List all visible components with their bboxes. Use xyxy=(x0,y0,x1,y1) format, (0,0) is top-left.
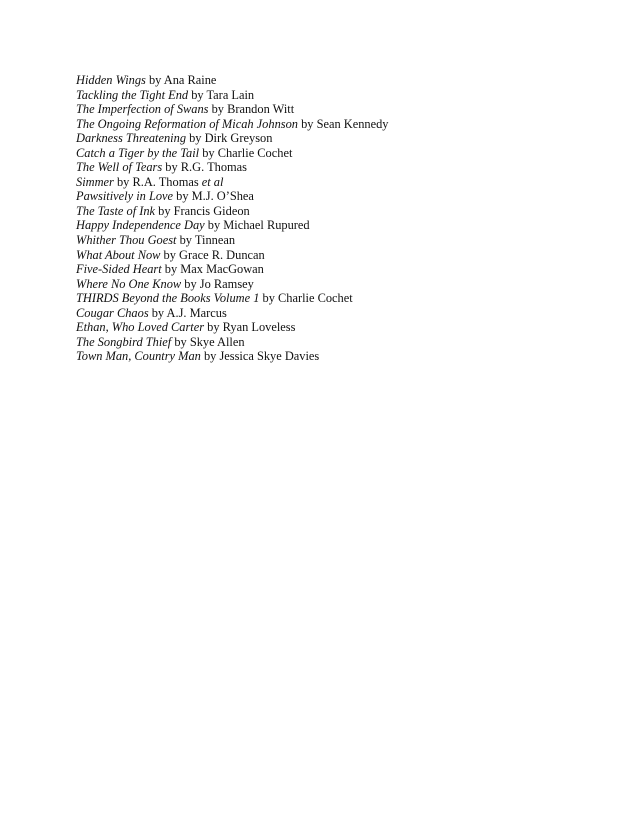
book-author: Charlie Cochet xyxy=(217,145,293,160)
book-entry xyxy=(76,88,389,103)
book-author: R.A. Thomas xyxy=(132,174,202,189)
book-author: Ana Raine xyxy=(163,73,217,87)
book-entry xyxy=(76,306,389,321)
book-title: Whither Thou Goest xyxy=(76,233,177,248)
book-title: Darkness Threatening xyxy=(76,131,187,146)
by-text: by xyxy=(297,116,317,131)
by-text: by xyxy=(186,131,205,146)
book-author: Dirk Greyson xyxy=(204,131,273,146)
book-entry xyxy=(76,291,389,306)
book-title: Town Man, Country Man xyxy=(76,349,201,364)
by-text: by xyxy=(113,174,133,189)
book-title: Ethan, Who Loved Carter xyxy=(76,320,205,335)
by-text: by xyxy=(155,203,174,218)
book-title: Pawsitively in Love xyxy=(76,189,174,204)
by-text: by xyxy=(181,276,200,291)
book-title: Catch a Tiger by the Tail xyxy=(76,145,200,160)
book-entry xyxy=(76,233,389,248)
by-text: by xyxy=(188,87,207,102)
by-text: by xyxy=(161,262,181,277)
book-entry xyxy=(76,349,389,364)
book-entry xyxy=(76,248,389,263)
book-author: Brandon Witt xyxy=(227,102,295,117)
book-title: Tackling the Tight End xyxy=(76,87,189,102)
book-entry xyxy=(76,189,389,204)
book-author: Tinnean xyxy=(194,233,236,248)
book-author: Charlie Cochet xyxy=(278,291,353,306)
book-entry xyxy=(76,117,389,132)
book-title: Simmer xyxy=(76,174,114,189)
by-text: by xyxy=(145,73,164,87)
book-author: Jo Ramsey xyxy=(199,276,254,291)
book-entry xyxy=(76,160,389,175)
book-title: Five-Sided Heart xyxy=(76,262,162,277)
book-entry xyxy=(76,204,389,219)
book-entry xyxy=(76,102,389,117)
by-text: by xyxy=(204,320,223,335)
book-author: Tara Lain xyxy=(206,87,255,102)
by-text: by xyxy=(204,218,224,233)
book-author: Ryan Loveless xyxy=(222,320,296,335)
book-author: Francis Gideon xyxy=(173,203,250,218)
book-entry xyxy=(76,320,389,335)
book-title: The Well of Tears xyxy=(76,160,163,175)
book-entry xyxy=(76,277,389,292)
by-text: by xyxy=(171,334,190,349)
book-title: Hidden Wings xyxy=(76,73,146,87)
by-text: by xyxy=(208,102,228,117)
by-text: by xyxy=(259,291,279,306)
book-list xyxy=(76,73,389,364)
book-author: Max MacGowan xyxy=(180,262,264,277)
book-title: What About Now xyxy=(76,247,161,262)
book-title: The Ongoing Reformation of Micah Johnson xyxy=(76,116,298,131)
book-title: Cougar Chaos xyxy=(76,305,149,320)
by-text: by xyxy=(200,349,220,364)
book-title: The Imperfection of Swans xyxy=(76,102,209,117)
book-entry xyxy=(76,218,389,233)
book-entry xyxy=(76,131,389,146)
by-text: by xyxy=(173,189,192,204)
by-text: by xyxy=(199,145,218,160)
book-author: A.J. Marcus xyxy=(166,305,227,320)
book-author: M.J. O’Shea xyxy=(191,189,254,204)
book-entry xyxy=(76,146,389,161)
book-title: THIRDS Beyond the Books Volume 1 xyxy=(76,291,260,306)
book-title: Happy Independence Day xyxy=(76,218,205,233)
by-text: by xyxy=(148,305,167,320)
author-suffix: et al xyxy=(201,174,224,189)
book-entry xyxy=(76,73,389,88)
book-author: Michael Rupured xyxy=(223,218,310,233)
by-text: by xyxy=(162,160,181,175)
book-entry xyxy=(76,175,389,190)
by-text: by xyxy=(160,247,180,262)
book-author: Grace R. Duncan xyxy=(179,247,265,262)
book-title: Where No One Know xyxy=(76,276,182,291)
book-author: Skye Allen xyxy=(189,334,245,349)
book-author: Jessica Skye Davies xyxy=(219,349,320,364)
book-title: The Songbird Thief xyxy=(76,334,172,349)
by-text: by xyxy=(176,233,195,248)
book-entry xyxy=(76,335,389,350)
book-author: Sean Kennedy xyxy=(316,116,389,131)
book-entry xyxy=(76,262,389,277)
book-author: R.G. Thomas xyxy=(180,160,247,175)
book-title: The Taste of Ink xyxy=(76,203,156,218)
